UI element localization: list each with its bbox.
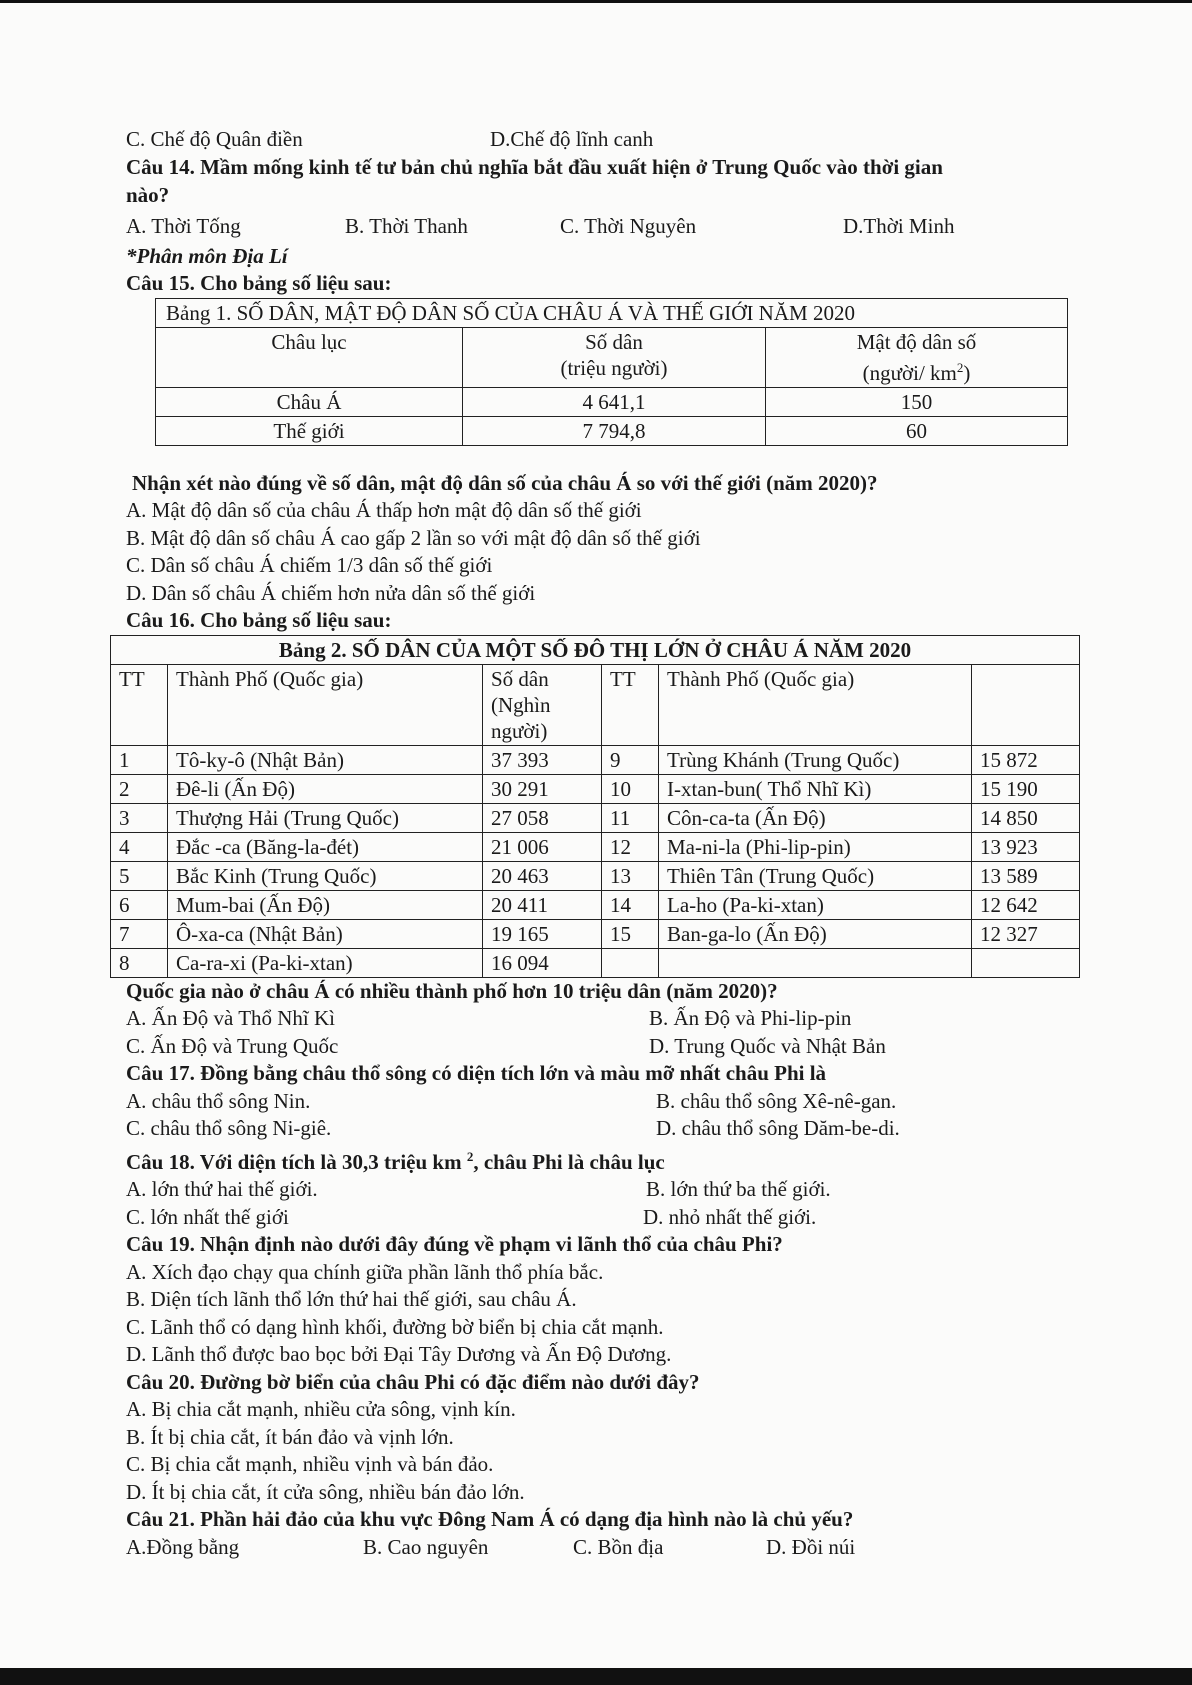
q16-cell: 10	[602, 774, 659, 803]
q14-option-a: A. Thời Tống	[126, 214, 241, 238]
q16-cell: 37 393	[483, 745, 602, 774]
q16-cell: 21 006	[483, 832, 602, 861]
q18-question-tail: , châu Phi là châu lục	[473, 1149, 665, 1174]
q20-option-b: B. Ít bị chia cắt, ít bán đảo và vịnh lớn.	[126, 1424, 454, 1449]
table-row	[111, 861, 1080, 890]
q16-cell: Côn-ca-ta (Ấn Độ)	[659, 803, 972, 832]
q14-option-b: B. Thời Thanh	[345, 214, 468, 238]
q16-options-row2	[126, 1033, 1086, 1061]
q16-cell: 1	[111, 745, 168, 774]
q16-option-c: C. Ấn Độ và Trung Quốc	[126, 1033, 339, 1058]
q16-prompt: Quốc gia nào ở châu Á có nhiều thành phố hơn 10 triệu dân (năm 2020)?	[126, 978, 778, 1003]
q16-cell: 11	[602, 803, 659, 832]
q16-cell: 20 463	[483, 861, 602, 890]
q19-option-d: D. Lãnh thổ được bao bọc bởi Đại Tây Dương và Ấn Độ Dương.	[126, 1342, 672, 1366]
q16-cell: 15 190	[972, 774, 1080, 803]
q15-option-d: D. Dân số châu Á chiếm hơn nửa dân số thế giới	[126, 580, 536, 605]
q20-question: Câu 20. Đường bờ biển của châu Phi có đặc điểm nào dưới đây?	[126, 1369, 700, 1394]
q16-cell: Ca-ra-xi (Pa-ki-xtan)	[168, 948, 483, 977]
q16-cell: 12 327	[972, 919, 1080, 948]
q16-cell: 15	[602, 919, 659, 948]
q16-header-pop-label: Số dân	[491, 666, 549, 691]
q16-cell: Thượng Hải (Trung Quốc)	[168, 803, 483, 832]
q15-header-density-unit: (người/ km	[862, 360, 957, 385]
q15-header-population-label: Số dân	[585, 329, 643, 354]
q16-cell: Bắc Kinh (Trung Quốc)	[168, 861, 483, 890]
q16-table-body	[111, 745, 1080, 977]
q16-question: Câu 16. Cho bảng số liệu sau:	[126, 608, 392, 632]
q15-table	[155, 298, 1068, 446]
q13-options	[126, 126, 1086, 154]
q13-option-c: C. Chế độ Quân điền	[126, 127, 303, 151]
q17-question: Câu 17. Đồng bằng châu thổ sông có diện tích lớn và màu mỡ nhất châu Phi là	[126, 1061, 827, 1085]
q16-cell: 6	[111, 890, 168, 919]
q15-header-population	[463, 327, 766, 387]
q16-cell: Mum-bai (Ấn Độ)	[168, 890, 483, 919]
q18-question	[126, 1143, 1086, 1177]
q21-question: Câu 21. Phần hải đảo của khu vực Đông Nam Á có dạng địa hình nào là chủ yếu?	[126, 1507, 854, 1531]
q16-cell: 2	[111, 774, 168, 803]
q16-cell: 8	[111, 948, 168, 977]
table-row	[111, 890, 1080, 919]
q15-cell: 60	[766, 416, 1068, 445]
table-row	[111, 745, 1080, 774]
q21-options	[126, 1534, 1086, 1562]
q17-option-c: C. châu thổ sông Ni-giê.	[126, 1116, 332, 1140]
q16-header-pop-unit2: người)	[491, 718, 548, 743]
q14-option-d: D.Thời Minh	[843, 214, 955, 238]
q16-cell: Đắc -ca (Băng-la-đét)	[168, 832, 483, 861]
q16-cell: Ma-ni-la (Phi-lip-pin)	[659, 832, 972, 861]
q16-header-city: Thành Phố (Quốc gia)	[168, 664, 483, 745]
q17-options-row2	[126, 1115, 1086, 1143]
q16-option-a: A. Ấn Độ và Thổ Nhĩ Kì	[126, 1006, 336, 1030]
q15-header-density-label: Mật độ dân số	[856, 329, 977, 354]
q18-option-b: B. lớn thứ ba thế giới.	[646, 1177, 831, 1201]
table-row	[111, 832, 1080, 861]
q16-header-tt: TT	[111, 664, 168, 745]
section-heading: *Phân môn Địa Lí	[126, 243, 288, 268]
table-row	[111, 948, 1080, 977]
q21-option-b: B. Cao nguyên	[363, 1534, 489, 1559]
q16-cell: Đê-li (Ấn Độ)	[168, 774, 483, 803]
q21-option-c: C. Bồn địa	[573, 1534, 664, 1559]
q19-option-c: C. Lãnh thổ có dạng hình khối, đường bờ biển bị chia cắt mạnh.	[126, 1314, 664, 1339]
q18-option-a: A. lớn thứ hai thế giới.	[126, 1177, 318, 1201]
q14-question-line2: nào?	[126, 182, 170, 207]
q16-cell: 13 589	[972, 861, 1080, 890]
q18-question-sup: 2	[466, 1148, 474, 1164]
q19-option-a: A. Xích đạo chạy qua chính giữa phần lãnh thổ phía bắc.	[126, 1259, 604, 1284]
q16-header-tt-2: TT	[602, 664, 659, 745]
q21-option-d: D. Đồi núi	[766, 1534, 856, 1559]
q15-header-population-unit: (triệu người)	[560, 355, 668, 380]
q18-option-c: C. lớn nhất thế giới	[126, 1204, 289, 1229]
q16-header-city-2: Thành Phố (Quốc gia)	[659, 664, 972, 745]
q20-option-c: C. Bị chia cắt mạnh, nhiều vịnh và bán đảo.	[126, 1452, 494, 1476]
q17-option-b: B. châu thổ sông Xê-nê-gan.	[656, 1088, 897, 1113]
q18-question-text: Câu 18. Với diện tích là 30,3 triệu km	[126, 1149, 467, 1174]
q16-cell: 7	[111, 919, 168, 948]
q17-option-a: A. châu thổ sông Nin.	[126, 1088, 311, 1113]
q16-cell: Thiên Tân (Trung Quốc)	[659, 861, 972, 890]
q16-cell: Trùng Khánh (Trung Quốc)	[659, 745, 972, 774]
scan-edge-top	[0, 0, 1192, 3]
q18-options-row1	[126, 1176, 1086, 1204]
q16-cell: 30 291	[483, 774, 602, 803]
q16-cell: I-xtan-bun( Thổ Nhĩ Kì)	[659, 774, 972, 803]
q18-options-row2	[126, 1204, 1086, 1232]
q15-header-continent: Châu lục	[156, 327, 463, 387]
q15-header-density-close: )	[963, 360, 971, 385]
q16-cell: 12	[602, 832, 659, 861]
q16-cell: 5	[111, 861, 168, 890]
q16-cell: 20 411	[483, 890, 602, 919]
q16-cell: 14 850	[972, 803, 1080, 832]
exam-page	[119, 118, 1086, 1561]
q15-table-title: Bảng 1. SỐ DÂN, MẬT ĐỘ DÂN SỐ CỦA CHÂU Á VÀ THẾ GIỚI NĂM 2020	[156, 298, 1068, 327]
q16-table-title: Bảng 2. SỐ DÂN CỦA MỘT SỐ ĐÔ THỊ LỚN Ở CHÂU Á NĂM 2020	[111, 635, 1080, 664]
q15-cell: 150	[766, 387, 1068, 416]
q16-header-pop-unit: (Nghìn	[491, 692, 551, 717]
q16-cell: 9	[602, 745, 659, 774]
q17-options-row1	[126, 1088, 1086, 1116]
q16-cell	[972, 948, 1080, 977]
q20-option-a: A. Bị chia cắt mạnh, nhiều cửa sông, vịnh kín.	[126, 1397, 516, 1421]
q16-cell	[602, 948, 659, 977]
table-row	[111, 774, 1080, 803]
table-row	[156, 387, 1068, 416]
scan-edge-bottom	[0, 1668, 1192, 1685]
q15-question: Câu 15. Cho bảng số liệu sau:	[126, 271, 392, 295]
q20-option-d: D. Ít bị chia cắt, ít cửa sông, nhiều bán đảo lớn.	[126, 1479, 525, 1504]
q16-cell: La-ho (Pa-ki-xtan)	[659, 890, 972, 919]
q16-options-row1	[126, 1005, 1086, 1033]
q15-option-c: C. Dân số châu Á chiếm 1/3 dân số thế giới	[126, 553, 493, 577]
q18-option-d: D. nhỏ nhất thế giới.	[643, 1204, 817, 1229]
q15-header-density	[766, 327, 1068, 387]
q16-cell: 12 642	[972, 890, 1080, 919]
q16-cell	[659, 948, 972, 977]
q16-option-d: D. Trung Quốc và Nhật Bản	[649, 1033, 886, 1058]
q19-question: Câu 19. Nhận định nào dưới đây đúng về phạm vi lãnh thổ của châu Phi?	[126, 1232, 783, 1256]
q16-header-population	[483, 664, 602, 745]
q15-cell: Châu Á	[156, 387, 463, 416]
q19-option-b: B. Diện tích lãnh thổ lớn thứ hai thế giới, sau châu Á.	[126, 1287, 577, 1311]
q16-cell: 15 872	[972, 745, 1080, 774]
q15-option-b: B. Mật độ dân số châu Á cao gấp 2 lần so với mật độ dân số thế giới	[126, 525, 701, 550]
q13-option-d: D.Chế độ lĩnh canh	[490, 127, 654, 151]
q17-option-d: D. châu thổ sông Dăm-be-di.	[656, 1116, 900, 1140]
q16-cell: Tô-ky-ô (Nhật Bản)	[168, 745, 483, 774]
q16-cell: Ban-ga-lo (Ấn Độ)	[659, 919, 972, 948]
q16-cell: 19 165	[483, 919, 602, 948]
q16-cell: 13	[602, 861, 659, 890]
q14-option-c: C. Thời Nguyên	[560, 214, 697, 238]
q15-option-a: A. Mật độ dân số của châu Á thấp hơn mật độ dân số thế giới	[126, 498, 642, 522]
q16-table	[110, 635, 1080, 978]
q16-cell: 4	[111, 832, 168, 861]
q15-cell: 4 641,1	[463, 387, 766, 416]
q16-cell: 16 094	[483, 948, 602, 977]
q21-option-a: A.Đồng bằng	[126, 1534, 240, 1559]
q15-cell: 7 794,8	[463, 416, 766, 445]
q16-cell: 14	[602, 890, 659, 919]
q16-cell: Ô-xa-ca (Nhật Bản)	[168, 919, 483, 948]
q16-cell: 27 058	[483, 803, 602, 832]
q15-prompt: Nhận xét nào đúng về số dân, mật độ dân số của châu Á so với thế giới (năm 2020)?	[132, 470, 878, 495]
q16-option-b: B. Ấn Độ và Phi-lip-pin	[649, 1006, 852, 1030]
q16-cell: 3	[111, 803, 168, 832]
table-row	[111, 803, 1080, 832]
q16-cell: 13 923	[972, 832, 1080, 861]
q14-options	[126, 213, 1086, 241]
table-row	[111, 919, 1080, 948]
q15-header-density-sup: 2	[956, 359, 964, 375]
q15-cell: Thế giới	[156, 416, 463, 445]
q14-question-line1: Câu 14. Mầm mống kinh tế tư bản chủ nghĩa bắt đầu xuất hiện ở Trung Quốc vào thời gian	[126, 155, 943, 179]
table-row	[156, 416, 1068, 445]
q16-header-population-2	[972, 664, 1080, 745]
